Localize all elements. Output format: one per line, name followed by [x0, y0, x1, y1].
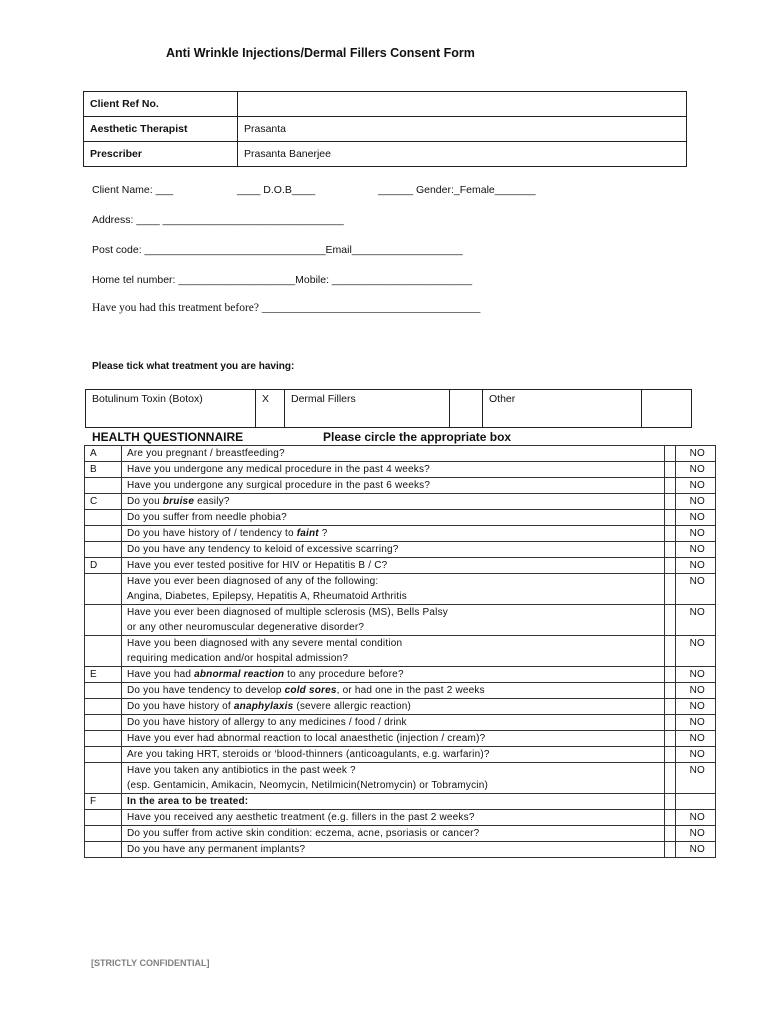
section-letter: C: [85, 494, 122, 510]
table-row: [84, 92, 687, 117]
question-fragment: , or had one in the past 2 weeks: [336, 685, 485, 696]
question-line: Have you ever been diagnosed of multiple sclerosis (MS), Bells Palsy: [127, 607, 448, 618]
table-row: [85, 478, 716, 494]
table-row: [85, 558, 716, 574]
section-letter: A: [85, 446, 122, 462]
question-fragment: to any procedure before?: [284, 669, 404, 680]
table-row: [85, 715, 716, 731]
dob-field[interactable]: ____ D.O.B____: [237, 184, 316, 196]
section-letter: B: [85, 462, 122, 478]
table-row: [85, 683, 716, 699]
other-label: Other: [483, 390, 642, 428]
answer-no[interactable]: [676, 794, 716, 810]
question-fragment: Have you received any aesthetic treatment (e.g. fillers in the past 2 weeks?: [127, 812, 475, 823]
emphasis-text: bruise: [162, 496, 195, 507]
section-letter: [85, 731, 122, 747]
answer-spacer: [665, 462, 676, 478]
postcode-email-field[interactable]: Post code: _______________________________Email___________________: [92, 244, 463, 256]
emphasis-text: abnormal reaction: [194, 669, 285, 680]
form-title: Anti Wrinkle Injections/Dermal Fillers Consent Form: [166, 46, 475, 60]
answer-spacer: [665, 683, 676, 699]
question-fragment: Are you taking HRT, steroids or ‘blood-thinners (anticoagulants, e.g. warfarin)?: [127, 749, 490, 760]
answer-no[interactable]: NO: [676, 636, 716, 667]
question-fragment: Do you have any tendency to keloid of excessive scarring?: [127, 544, 399, 555]
phone-mobile-field[interactable]: Home tel number: ____________________Mobile: ________________________: [92, 274, 473, 286]
table-row: [84, 142, 687, 167]
question-text: [122, 526, 665, 542]
section-letter: [85, 574, 122, 605]
question-line: (esp. Gentamicin, Amikacin, Neomycin, Netilmicin(Netromycin) or Tobramycin): [127, 780, 489, 791]
answer-spacer: [665, 542, 676, 558]
question-fragment: Do you suffer from active skin condition: eczema, acne, psoriasis or cancer?: [127, 828, 480, 839]
question-fragment: (severe allergic reaction): [293, 701, 412, 712]
answer-spacer: [665, 763, 676, 794]
question-text: [122, 763, 665, 794]
question-line: Have you ever been diagnosed of any of the following:: [127, 576, 379, 587]
table-row: [85, 526, 716, 542]
question-text: [122, 574, 665, 605]
section-letter: [85, 636, 122, 667]
question-fragment: Do you have history of / tendency to: [127, 528, 297, 539]
table-row: [84, 117, 687, 142]
answer-no[interactable]: NO: [676, 478, 716, 494]
answer-no[interactable]: NO: [676, 810, 716, 826]
question-text: [122, 826, 665, 842]
answer-no[interactable]: NO: [676, 605, 716, 636]
question-text: [122, 510, 665, 526]
section-letter: F: [85, 794, 122, 810]
question-fragment: Do you: [127, 496, 163, 507]
answer-no[interactable]: NO: [676, 683, 716, 699]
answer-no[interactable]: NO: [676, 763, 716, 794]
answer-no[interactable]: NO: [676, 446, 716, 462]
section-letter: [85, 826, 122, 842]
question-fragment: easily?: [194, 496, 230, 507]
question-text: [122, 542, 665, 558]
question-fragment: Have you undergone any surgical procedure in the past 6 weeks?: [127, 480, 431, 491]
table-row: [86, 390, 692, 428]
answer-spacer: [665, 826, 676, 842]
confidential-footer: [STRICTLY CONFIDENTIAL]: [91, 958, 210, 968]
section-letter: [85, 715, 122, 731]
treatment-before-field[interactable]: Have you had this treatment before? ______________________________________: [92, 302, 481, 314]
question-text: [122, 558, 665, 574]
question-fragment: Do you have any permanent implants?: [127, 844, 306, 855]
client-info-table: [83, 91, 687, 167]
question-fragment: Have you had: [127, 669, 195, 680]
answer-spacer: [665, 574, 676, 605]
fillers-checkbox[interactable]: [450, 390, 483, 428]
question-line: Have you taken any antibiotics in the past week ?: [127, 765, 356, 776]
answer-no[interactable]: NO: [676, 510, 716, 526]
answer-no[interactable]: NO: [676, 542, 716, 558]
answer-no[interactable]: NO: [676, 558, 716, 574]
table-row: [85, 731, 716, 747]
botox-checkbox[interactable]: X: [256, 390, 285, 428]
question-fragment: Have you ever had abnormal reaction to local anaesthetic (injection / cream)?: [127, 733, 486, 744]
health-heading: HEALTH QUESTIONNAIRE: [92, 430, 244, 444]
answer-spacer: [665, 605, 676, 636]
table-row: [85, 462, 716, 478]
answer-spacer: [665, 731, 676, 747]
table-row: [85, 574, 716, 605]
table-row: [85, 494, 716, 510]
gender-field[interactable]: ______ Gender:_Female_______: [378, 184, 536, 196]
answer-spacer: [665, 747, 676, 763]
question-text: [122, 605, 665, 636]
answer-spacer: [665, 446, 676, 462]
prescriber-value[interactable]: Prasanta Banerjee: [238, 142, 687, 167]
section-letter: [85, 478, 122, 494]
question-fragment: In the area to be treated:: [127, 796, 249, 807]
answer-no[interactable]: NO: [676, 494, 716, 510]
answer-no[interactable]: NO: [676, 462, 716, 478]
table-row: [85, 810, 716, 826]
question-fragment: Do you have history of allergy to any medicines / food / drink: [127, 717, 407, 728]
client-ref-label: Client Ref No.: [84, 92, 238, 117]
question-text: [122, 667, 665, 683]
question-fragment: ?: [318, 528, 328, 539]
health-questionnaire-table: [84, 445, 716, 858]
question-text: [122, 446, 665, 462]
answer-spacer: [665, 478, 676, 494]
question-text: [122, 462, 665, 478]
answer-spacer: [665, 526, 676, 542]
section-letter: E: [85, 667, 122, 683]
question-fragment: Have you ever tested positive for HIV or Hepatitis B / C?: [127, 560, 388, 571]
therapist-value[interactable]: Prasanta: [238, 117, 687, 142]
table-row: [85, 699, 716, 715]
table-row: [85, 794, 716, 810]
question-line: Angina, Diabetes, Epilepsy, Hepatitis A, Rheumatoid Arthritis: [127, 591, 407, 602]
question-line: requiring medication and/or hospital admission?: [127, 653, 349, 664]
fillers-label: Dermal Fillers: [285, 390, 450, 428]
client-name-field[interactable]: Client Name: ___: [92, 184, 174, 196]
answer-spacer: [665, 558, 676, 574]
table-row: [85, 605, 716, 636]
question-text: [122, 715, 665, 731]
answer-no[interactable]: NO: [676, 842, 716, 858]
emphasis-text: anaphylaxis: [233, 701, 294, 712]
question-fragment: Do you have tendency to develop: [127, 685, 285, 696]
table-row: [85, 747, 716, 763]
question-fragment: Do you have history of: [127, 701, 234, 712]
question-line: Have you been diagnosed with any severe mental condition: [127, 638, 403, 649]
question-text: [122, 636, 665, 667]
botox-label: Botulinum Toxin (Botox): [86, 390, 256, 428]
question-text: [122, 810, 665, 826]
question-text: [122, 494, 665, 510]
address-field[interactable]: Address: ____ _______________________________: [92, 214, 344, 226]
table-row: [85, 842, 716, 858]
section-letter: [85, 605, 122, 636]
emphasis-text: cold sores: [284, 685, 337, 696]
answer-spacer: [665, 494, 676, 510]
answer-spacer: [665, 794, 676, 810]
answer-spacer: [665, 667, 676, 683]
answer-spacer: [665, 715, 676, 731]
answer-spacer: [665, 842, 676, 858]
prescriber-label: Prescriber: [84, 142, 238, 167]
question-text: [122, 842, 665, 858]
table-row: [85, 542, 716, 558]
client-ref-value[interactable]: [238, 92, 687, 117]
question-text: [122, 699, 665, 715]
question-fragment: Do you suffer from needle phobia?: [127, 512, 287, 523]
answer-spacer: [665, 699, 676, 715]
section-letter: [85, 747, 122, 763]
question-text: [122, 683, 665, 699]
section-letter: [85, 526, 122, 542]
table-row: [85, 510, 716, 526]
table-row: [85, 763, 716, 794]
section-letter: [85, 763, 122, 794]
question-text: [122, 794, 665, 810]
section-letter: [85, 542, 122, 558]
section-letter: [85, 510, 122, 526]
table-row: [85, 446, 716, 462]
section-letter: [85, 810, 122, 826]
answer-no[interactable]: NO: [676, 747, 716, 763]
question-text: [122, 731, 665, 747]
table-row: [85, 826, 716, 842]
answer-no[interactable]: NO: [676, 826, 716, 842]
question-line: or any other neuromuscular degenerative disorder?: [127, 622, 365, 633]
treatment-heading: Please tick what treatment you are having:: [92, 361, 295, 372]
answer-spacer: [665, 810, 676, 826]
section-letter: [85, 683, 122, 699]
question-fragment: Have you undergone any medical procedure in the past 4 weeks?: [127, 464, 430, 475]
answer-no[interactable]: NO: [676, 731, 716, 747]
answer-no[interactable]: NO: [676, 526, 716, 542]
section-letter: [85, 699, 122, 715]
question-fragment: Are you pregnant / breastfeeding?: [127, 448, 285, 459]
health-instruction: Please circle the appropriate box: [323, 430, 512, 444]
table-row: [85, 667, 716, 683]
answer-no[interactable]: NO: [676, 574, 716, 605]
section-letter: D: [85, 558, 122, 574]
answer-spacer: [665, 510, 676, 526]
question-text: [122, 747, 665, 763]
answer-no[interactable]: NO: [676, 667, 716, 683]
answer-no[interactable]: NO: [676, 715, 716, 731]
answer-spacer: [665, 636, 676, 667]
answer-no[interactable]: NO: [676, 699, 716, 715]
section-letter: [85, 842, 122, 858]
question-text: [122, 478, 665, 494]
table-row: [85, 636, 716, 667]
therapist-label: Aesthetic Therapist: [84, 117, 238, 142]
other-checkbox[interactable]: [642, 390, 692, 428]
emphasis-text: faint: [296, 528, 319, 539]
treatment-table: [85, 389, 692, 428]
